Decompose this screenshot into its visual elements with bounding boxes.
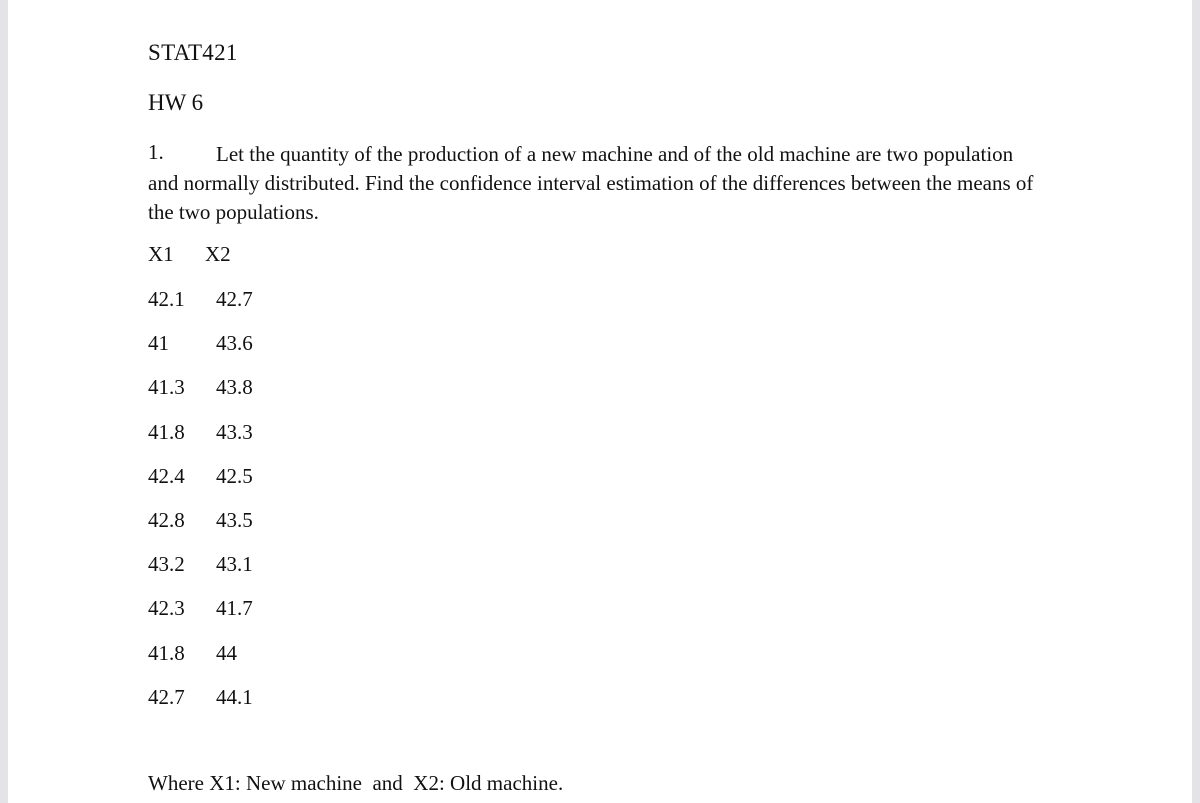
cell-x1: 41 bbox=[148, 331, 169, 355]
cell-x2: 42.7 bbox=[216, 287, 253, 311]
cell-x1: 42.1 bbox=[148, 287, 185, 311]
document-page bbox=[8, 0, 1192, 803]
cell-x1: 41.8 bbox=[148, 420, 185, 444]
question-number: 1. bbox=[148, 140, 164, 164]
column-header-x1: X1 bbox=[148, 242, 174, 266]
cell-x1: 42.8 bbox=[148, 508, 185, 532]
cell-x2: 44.1 bbox=[216, 685, 253, 709]
cell-x2: 43.1 bbox=[216, 552, 253, 576]
cell-x2: 44 bbox=[216, 641, 237, 665]
cell-x1: 41.3 bbox=[148, 375, 185, 399]
cell-x2: 43.3 bbox=[216, 420, 253, 444]
cell-x1: 43.2 bbox=[148, 552, 185, 576]
homework-title: HW 6 bbox=[148, 90, 204, 115]
column-header-x2: X2 bbox=[205, 242, 231, 266]
cell-x2: 42.5 bbox=[216, 464, 253, 488]
cell-x2: 43.8 bbox=[216, 375, 253, 399]
cell-x1: 42.7 bbox=[148, 685, 185, 709]
cell-x2: 43.6 bbox=[216, 331, 253, 355]
course-code: STAT421 bbox=[148, 40, 238, 65]
cell-x1: 42.3 bbox=[148, 596, 185, 620]
cell-x1: 42.4 bbox=[148, 464, 185, 488]
question-text: Let the quantity of the production of a new machine and of the old machine are two population and normally distributed. Find the confidence interval estimation of the differences between the means of the two populations. bbox=[148, 142, 1034, 224]
variable-definition-note: Where X1: New machine and X2: Old machine. bbox=[148, 771, 564, 795]
cell-x2: 43.5 bbox=[216, 508, 253, 532]
cell-x1: 41.8 bbox=[148, 641, 185, 665]
cell-x2: 41.7 bbox=[216, 596, 253, 620]
